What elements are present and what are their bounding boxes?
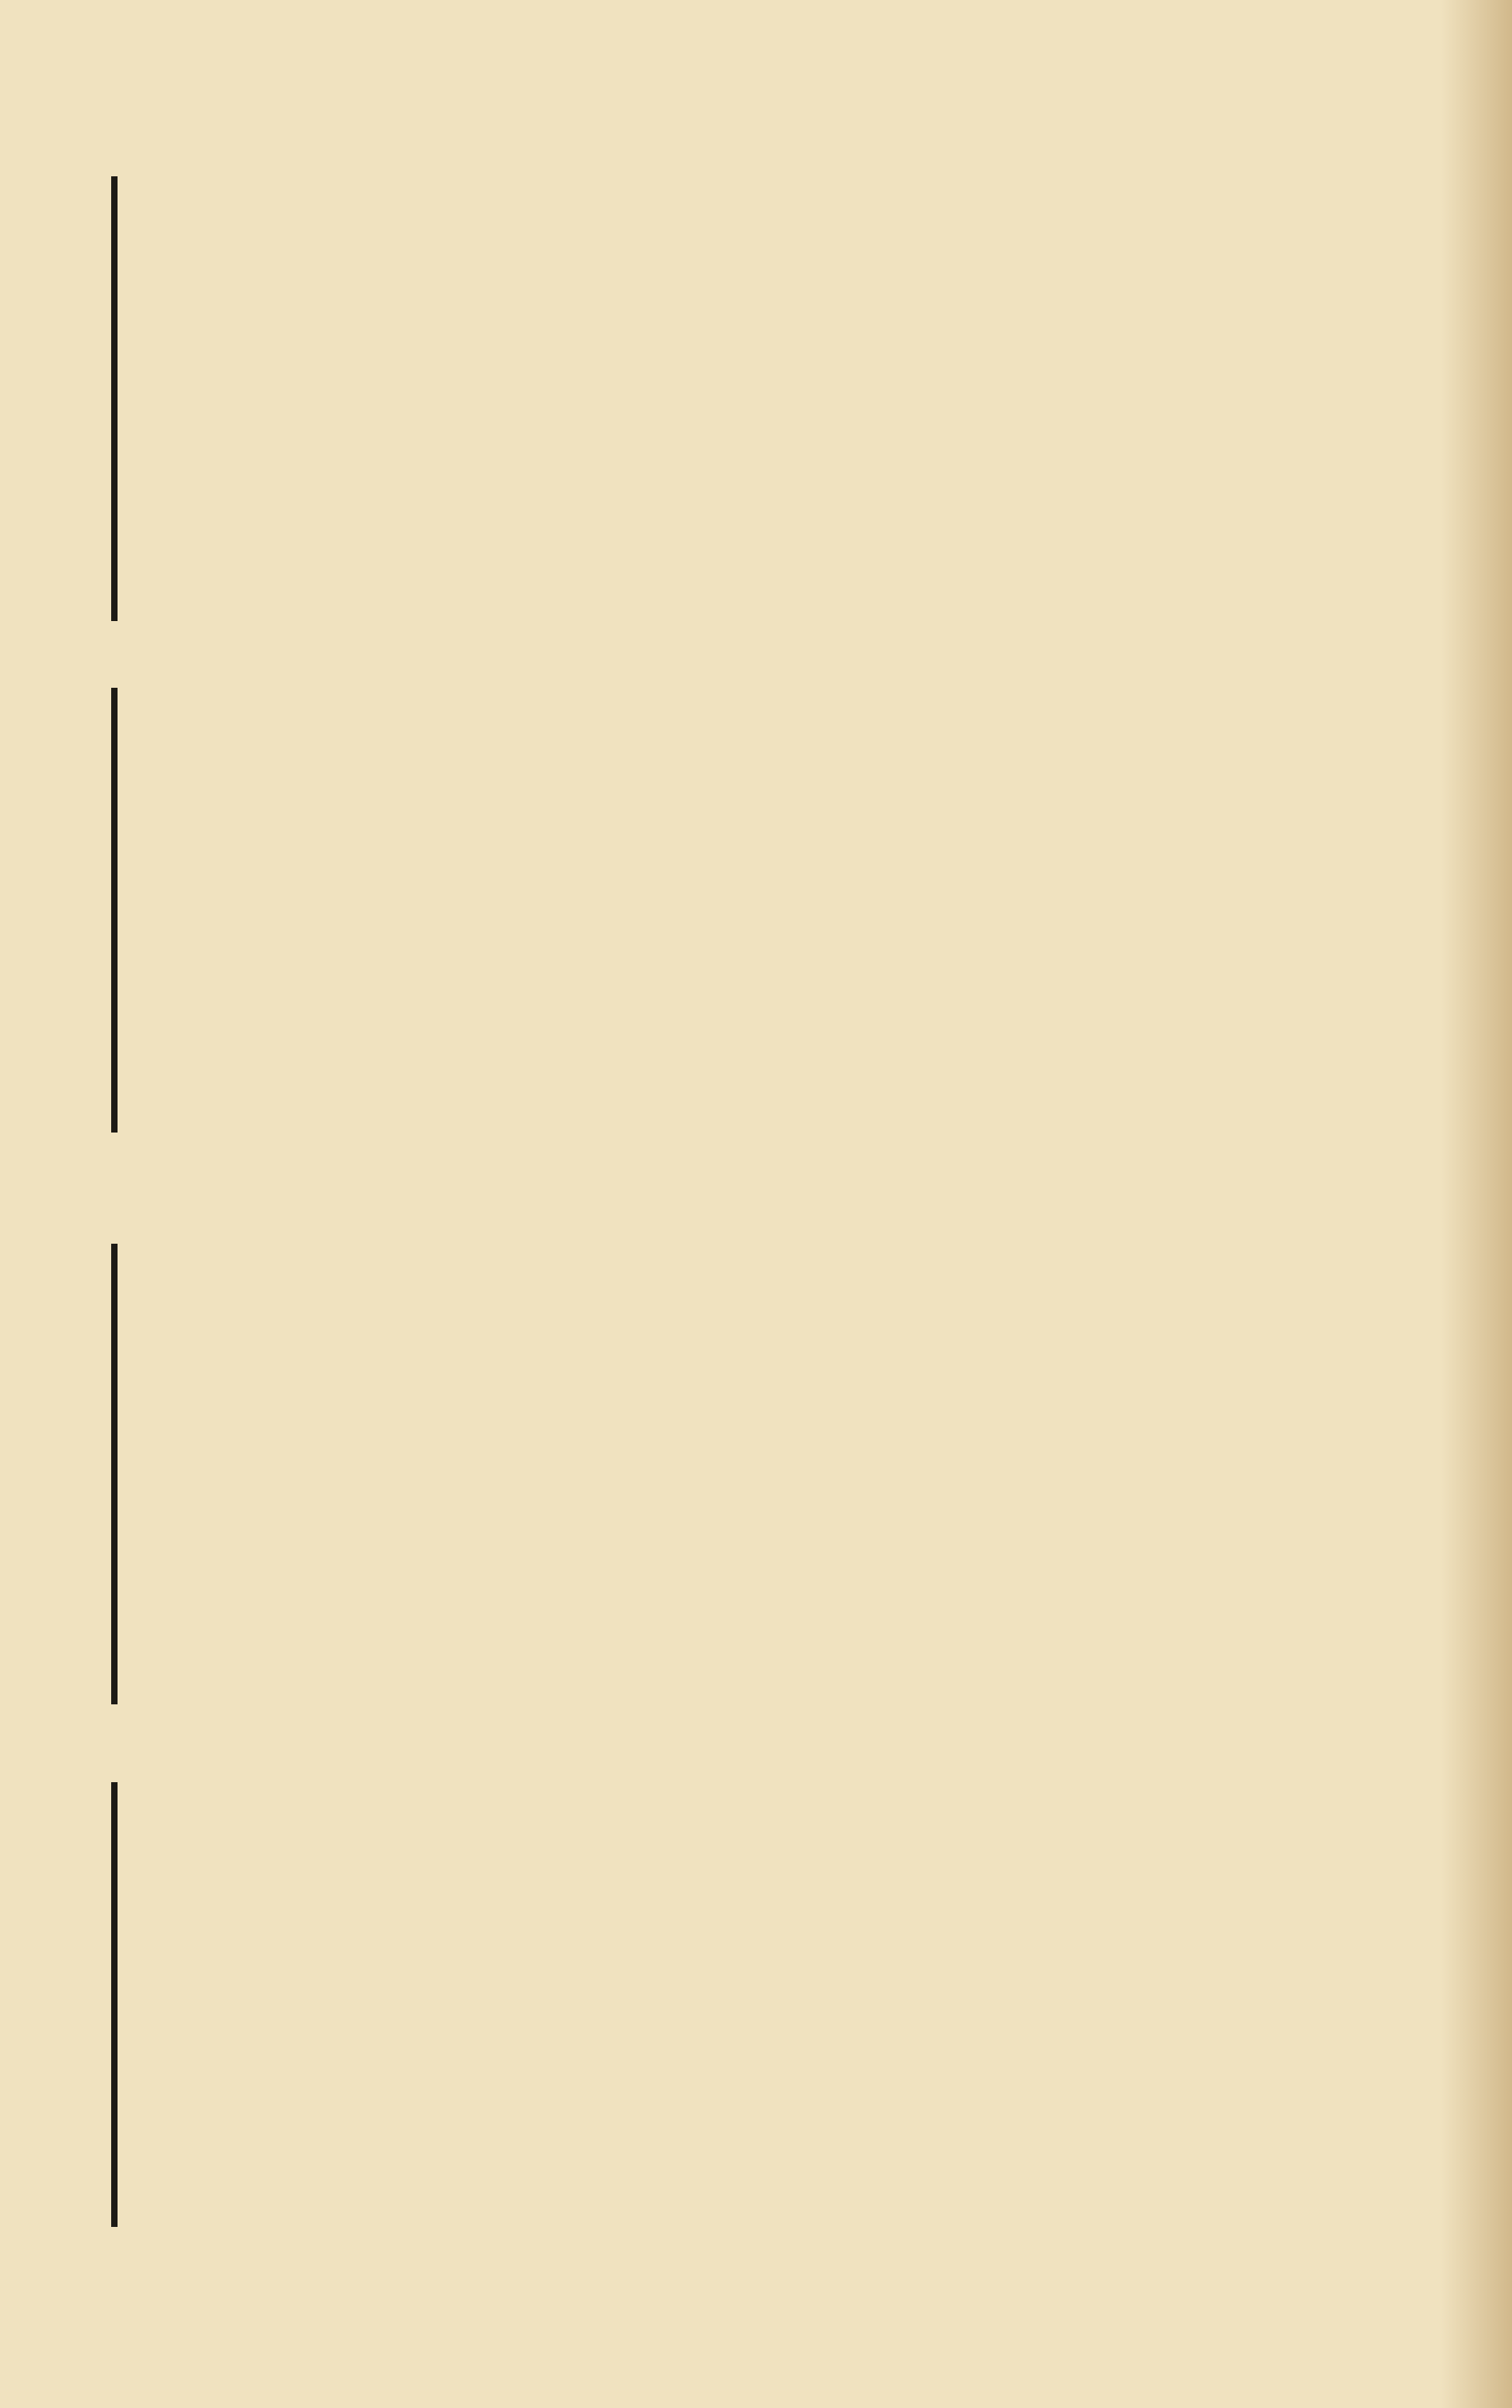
bass-staff xyxy=(119,2151,1399,2214)
treble-staff xyxy=(119,159,1399,222)
system-brace xyxy=(111,1244,118,1704)
bass-staff xyxy=(119,1079,1399,1142)
bass-staff xyxy=(119,524,1399,588)
page-edge-shadow xyxy=(1441,0,1512,2408)
treble-staff xyxy=(119,681,1399,745)
bass-staff xyxy=(119,1628,1399,1692)
system-brace xyxy=(111,688,118,1133)
system-brace xyxy=(111,176,118,621)
system-brace xyxy=(111,1782,118,2227)
treble-staff xyxy=(119,1231,1399,1295)
treble-staff xyxy=(119,1774,1399,1838)
